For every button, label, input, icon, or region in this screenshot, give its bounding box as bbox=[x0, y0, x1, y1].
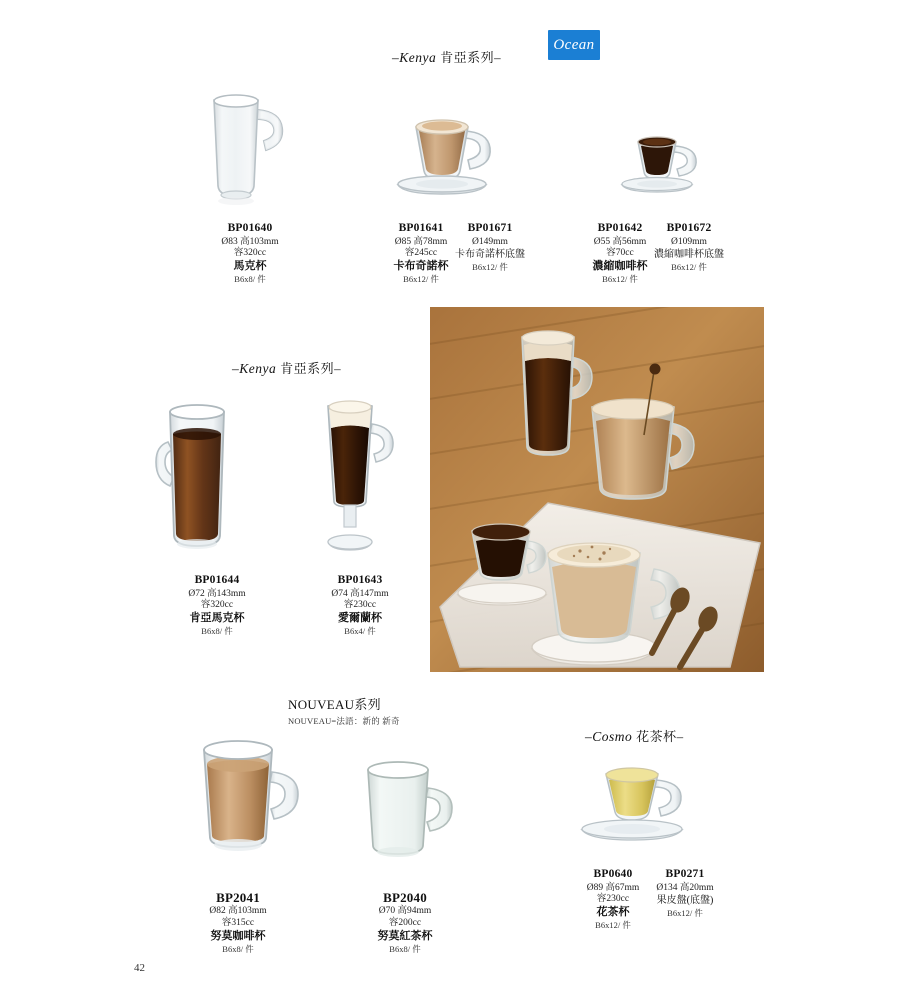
product-pack: B6x12/ 件 bbox=[602, 273, 638, 284]
product-dimension: Ø55 高56mm bbox=[593, 236, 647, 247]
product-code: BP0271 bbox=[665, 868, 705, 880]
product-caption-bp01644 bbox=[152, 574, 282, 636]
product-dimension: Ø72 高143mm bbox=[188, 588, 246, 599]
product-caption-bp2040 bbox=[340, 890, 470, 954]
product-caption-bp0271 bbox=[620, 868, 750, 918]
product-capacity: 容245cc bbox=[404, 247, 438, 258]
product-code: BP01671 bbox=[467, 222, 513, 234]
product-code: BP0640 bbox=[593, 868, 633, 880]
section-title-kenya-top-italic: –Kenya bbox=[392, 50, 437, 65]
product-caption-bp2041 bbox=[173, 890, 303, 954]
product-name: 卡布奇諾杯底盤 bbox=[455, 248, 525, 260]
product-pack: B6x12/ 件 bbox=[472, 261, 508, 272]
section-title-nouveau bbox=[288, 694, 400, 727]
product-name: 濃縮咖啡杯 bbox=[592, 259, 648, 272]
product-image-bp2040 bbox=[352, 752, 482, 872]
product-capacity: 容230cc bbox=[343, 599, 377, 610]
section-title-kenya-top-cjk: 肯亞系列– bbox=[440, 50, 502, 65]
product-name: 果皮盤(底盤) bbox=[656, 894, 714, 906]
product-image-bp01643 bbox=[300, 382, 420, 572]
product-image-bp01640 bbox=[186, 82, 316, 207]
product-name: 愛爾蘭杯 bbox=[338, 611, 382, 624]
product-code: BP01672 bbox=[666, 222, 712, 234]
product-pack: B6x8/ 件 bbox=[201, 625, 233, 636]
section-title-cosmo-cjk: 花茶杯– bbox=[636, 729, 684, 744]
product-image-bp01644 bbox=[150, 390, 280, 570]
product-code: BP01642 bbox=[597, 222, 643, 234]
product-code: BP2040 bbox=[383, 890, 427, 905]
product-image-bp0640 bbox=[558, 760, 708, 860]
brand-label: Ocean bbox=[553, 36, 595, 53]
product-pack: B6x4/ 件 bbox=[344, 625, 376, 636]
product-dimension: Ø85 高78mm bbox=[394, 236, 448, 247]
product-capacity: 容70cc bbox=[606, 247, 634, 258]
product-pack: B6x12/ 件 bbox=[595, 919, 631, 930]
product-image-bp01642 bbox=[592, 130, 722, 202]
product-dimension: Ø89 高67mm bbox=[586, 882, 640, 893]
product-image-bp2041 bbox=[186, 732, 326, 872]
product-dimension: Ø134 高20mm bbox=[656, 882, 714, 893]
product-dimension: Ø82 高103mm bbox=[209, 906, 267, 917]
product-capacity: 容320cc bbox=[200, 599, 234, 610]
product-caption-bp01672 bbox=[624, 222, 754, 272]
product-capacity: 容200cc bbox=[388, 917, 422, 928]
section-title-kenya-mid bbox=[232, 358, 341, 377]
brand-badge bbox=[548, 30, 600, 60]
product-pack: B6x12/ 件 bbox=[667, 907, 703, 918]
product-pack: B6x12/ 件 bbox=[403, 273, 439, 284]
product-code: BP2041 bbox=[216, 890, 260, 905]
page-number: 42 bbox=[134, 962, 145, 974]
section-title-cosmo bbox=[585, 726, 684, 745]
section-title-kenya-mid-italic: –Kenya bbox=[232, 361, 277, 376]
product-dimension: Ø83 高103mm bbox=[221, 236, 279, 247]
product-name: 努莫紅茶杯 bbox=[377, 929, 433, 942]
product-code: BP01644 bbox=[194, 574, 240, 586]
section-title-kenya-mid-cjk: 肯亞系列– bbox=[280, 361, 342, 376]
product-capacity: 容230cc bbox=[596, 893, 630, 904]
product-code: BP01640 bbox=[227, 222, 273, 234]
product-name: 馬克杯 bbox=[233, 259, 267, 272]
lifestyle-photo bbox=[430, 307, 764, 672]
product-name: 花茶杯 bbox=[596, 905, 630, 918]
product-image-bp01641 bbox=[368, 105, 528, 205]
product-name: 肯亞馬克杯 bbox=[189, 611, 245, 624]
product-name: 努莫咖啡杯 bbox=[210, 929, 266, 942]
nouveau-subtitle: NOUVEAU=法語：新的 新奇 bbox=[288, 716, 400, 726]
product-pack: B6x8/ 件 bbox=[389, 943, 421, 954]
product-code: BP01641 bbox=[398, 222, 444, 234]
product-dimension: Ø74 高147mm bbox=[331, 588, 389, 599]
product-pack: B6x8/ 件 bbox=[234, 273, 266, 284]
product-caption-bp01671 bbox=[425, 222, 555, 272]
product-code: BP01643 bbox=[337, 574, 383, 586]
product-capacity: 容320cc bbox=[233, 247, 267, 258]
nouveau-title: NOUVEAU系列 bbox=[288, 697, 381, 712]
product-pack: B6x8/ 件 bbox=[222, 943, 254, 954]
product-dimension: Ø109mm bbox=[671, 236, 707, 247]
product-name: 卡布奇諾杯 bbox=[393, 259, 449, 272]
product-caption-bp01640 bbox=[185, 222, 315, 284]
product-name: 濃縮咖啡杯底盤 bbox=[654, 248, 724, 260]
section-title-cosmo-italic: –Cosmo bbox=[585, 729, 633, 744]
section-title-kenya-top bbox=[392, 47, 501, 66]
product-caption-bp01643 bbox=[295, 574, 425, 636]
product-dimension: Ø70 高94mm bbox=[378, 906, 432, 917]
product-dimension: Ø149mm bbox=[472, 236, 508, 247]
product-capacity: 容315cc bbox=[221, 917, 255, 928]
product-pack: B6x12/ 件 bbox=[671, 261, 707, 272]
